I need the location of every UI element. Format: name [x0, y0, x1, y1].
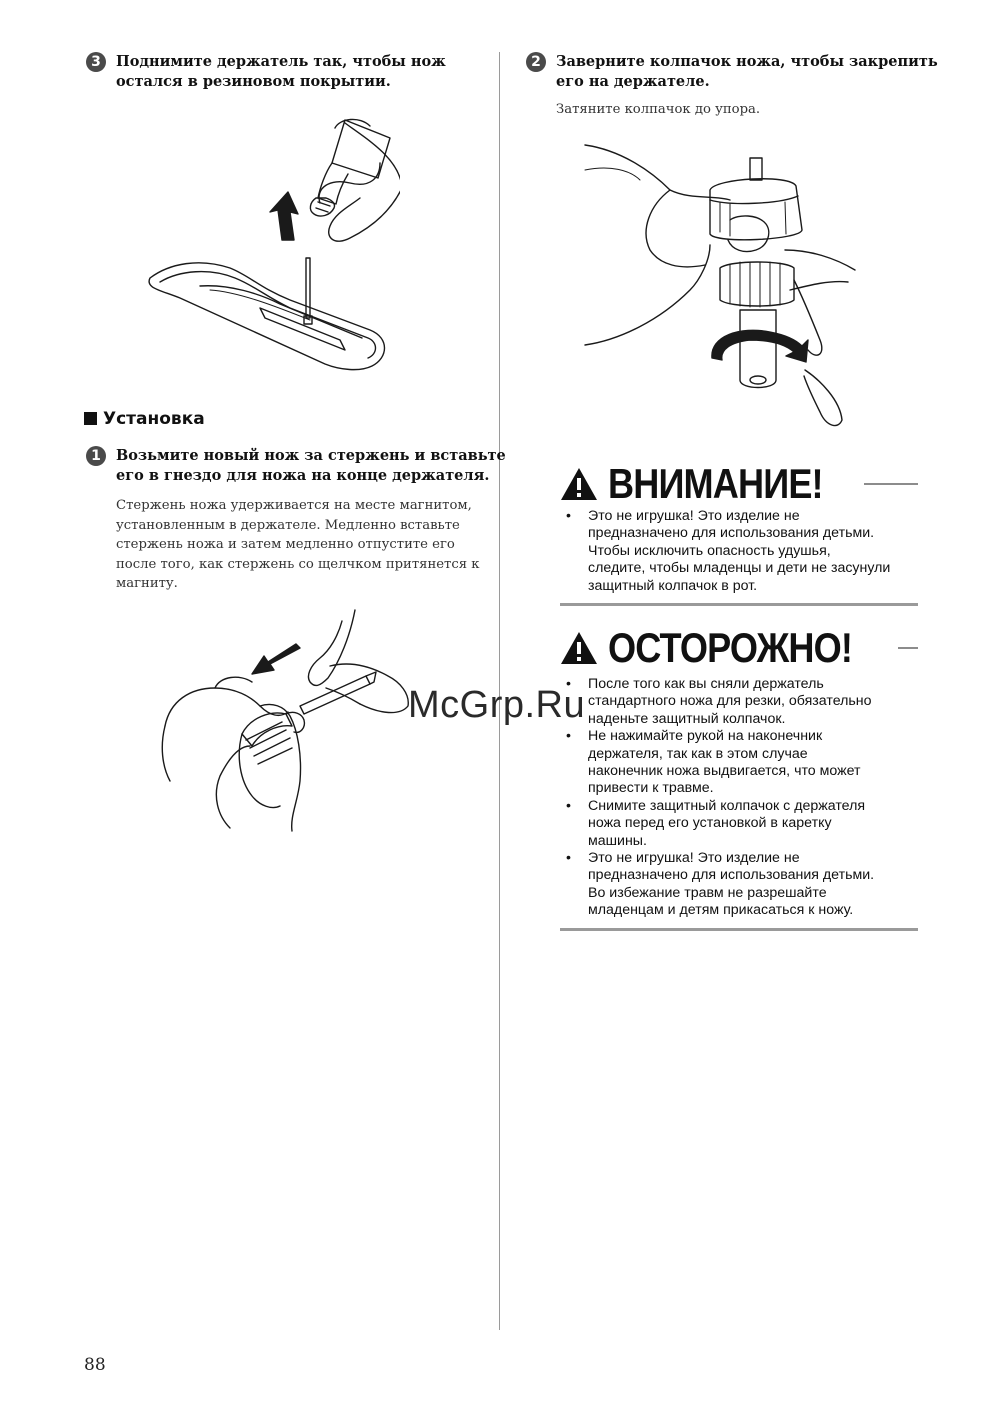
caution-item-line: держателя, так как в этом случае — [588, 745, 808, 762]
caution-item-line: стандартного ножа для резки, обязательно — [588, 693, 872, 710]
section-heading — [84, 408, 205, 430]
warning-item-line: • Это не игрушка! Это изделие не — [588, 508, 800, 524]
caution-item-line: наденьте защитный колпачок. — [588, 710, 786, 727]
step-3-title — [116, 52, 446, 92]
warning-item — [566, 508, 918, 595]
caution-list — [566, 676, 918, 920]
page-number: 88 — [84, 1355, 106, 1375]
screw-cap-illustration — [580, 140, 860, 430]
caution-item — [566, 728, 918, 798]
caution-item-line: предназначено для использования детьми. — [588, 867, 875, 884]
warning-heading-text: ВНИМАНИЕ! — [608, 460, 823, 507]
warning-item-line: защитный колпачок в рот. — [588, 577, 758, 594]
caution-item-line: ножа перед его установкой в каретку — [588, 815, 832, 832]
caution-item-line: • Снимите защитный колпачок с держателя — [588, 797, 866, 814]
caution-item-line: • Не нажимайте рукой на наконечник — [588, 728, 823, 745]
step-1-title — [116, 446, 506, 486]
square-bullet-icon — [84, 412, 97, 425]
step-1-badge: 1 — [86, 446, 106, 466]
warning-bottom-rule — [560, 603, 918, 606]
step-3-title-line: остался в резиновом покрытии. — [116, 73, 391, 90]
caution-bottom-rule — [560, 928, 918, 931]
caution-item-line: младенцам и детям прикасаться к ножу. — [588, 902, 854, 919]
insert-blade-illustration — [160, 606, 420, 836]
step-2-title-line: Заверните колпачок ножа, чтобы закрепить — [556, 53, 938, 70]
caution-item-line: Во избежание травм не разрешайте — [588, 884, 827, 901]
step-2-title — [556, 52, 938, 92]
step-1-body-line: магниту. — [116, 576, 178, 591]
step-1-body-line: стержень ножа и затем медленно отпустите его — [116, 537, 455, 552]
warning-item-line: следите, чтобы младенцы и дети не засунули — [588, 560, 891, 577]
step-2-badge: 2 — [526, 52, 546, 72]
caution-item-line: • После того как вы сняли держатель — [588, 676, 824, 692]
step-1-body-line: после того, как стержень со щелчком притянется к — [116, 556, 480, 572]
lift-holder-illustration — [140, 118, 400, 378]
caution-item-line: привести к травме. — [588, 780, 714, 797]
warning-item-line: предназначено для использования детьми. — [588, 525, 875, 542]
step-3-title-line: Поднимите держатель так, чтобы нож — [116, 53, 446, 70]
warning-triangle-icon — [560, 467, 598, 501]
warning-heading-rule — [864, 483, 918, 485]
step-1-title-line: его в гнездо для ножа на конце держателя. — [116, 467, 490, 484]
caution-item — [566, 850, 918, 920]
warning-list — [566, 508, 918, 595]
warning-heading — [560, 462, 918, 506]
caution-item-line: наконечник ножа выдвигается, что может — [588, 763, 861, 780]
watermark: McGrp.Ru — [408, 684, 586, 726]
caution-item — [566, 798, 918, 850]
step-1-body — [116, 496, 486, 594]
caution-triangle-icon — [560, 631, 598, 665]
caution-item-line: • Это не игрушка! Это изделие не — [588, 850, 800, 867]
caution-item — [566, 676, 918, 728]
step-1-title-line: Возьмите новый нож за стержень и вставьте — [116, 447, 506, 464]
warning-item-line: Чтобы исключить опасность удушья, — [588, 542, 831, 559]
step-3-badge: 3 — [86, 52, 106, 72]
step-1-body-line: установленным в держателе. Медленно вставьте — [116, 517, 460, 533]
step-1-body-line: Стержень ножа удерживается на месте магнитом, — [116, 498, 472, 513]
caution-item-line: машины. — [588, 832, 647, 849]
step-2-title-line: его на держателе. — [556, 73, 710, 90]
section-heading-text: Установка — [103, 409, 205, 429]
caution-heading-text: ОСТОРОЖНО! — [608, 624, 853, 671]
caution-heading-rule — [898, 647, 918, 649]
caution-heading — [560, 626, 918, 670]
step-2-body: Затяните колпачок до упора. — [556, 102, 761, 117]
